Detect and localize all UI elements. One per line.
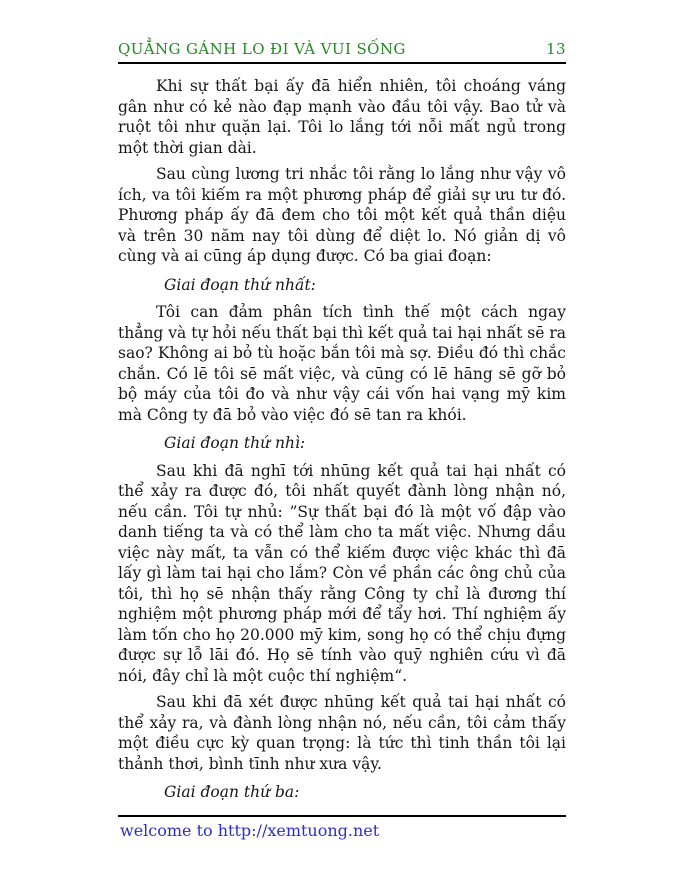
running-title: QUẲNG GÁNH LO ĐI VÀ VUI SỐNG <box>118 40 406 58</box>
body-paragraph: Khi sự thất bại ấy đā hiển nhiên, tôi choáng váng gân như có kẻ nào đạp mạnh vào đầu tôi vậy. Bao tử và ruột tôi như quặn lại. Tôi lo lắng tới nỗi mất ngủ trong một thời gian dài. <box>118 77 566 157</box>
header-rule <box>118 62 566 64</box>
body-paragraph: Sau khi đā xét được nhūng kết quả tai hại nhất có thể xảy ra, và đành lòng nhận nó, nếu cần, tôi cảm thấy một điều cực kỳ quan trọng: là tức thì tinh thần tôi lại thảnh thơi, bình tīnh như xưa vậy. <box>118 693 566 773</box>
page-footer <box>120 821 566 840</box>
footer-link[interactable]: welcome to http://xemtuong.net <box>120 821 380 840</box>
page-body <box>118 76 566 806</box>
section-heading: Giai đoạn thứ nhì: <box>164 434 306 452</box>
body-paragraph: Sau khi đā nghī tới nhūng kết quả tai hại nhất có thể xảy ra được đó, tôi nhất quyết đành lòng nhận nó, nếu cần. Tôi tự nhủ: ”Sự thất bại đó là một vố đập vào danh tiếng ta và có thể làm cho ta mất việc. Nhưng dầu việc này mất, ta vẫn có thể kiếm được việc khác thì đā lấy gì làm tai hại cho lắm? Còn về phần các ông chủ của tôi, thì họ sē nhận thấy rằng Công ty chỉ là đương thí nghiệm một phương pháp mới để tẩy hơi. Thí nghiệm ấy làm tốn cho họ 20.000 mȳ kim, song họ có thể chịu đựng được sự lỗ lāi đó. Họ sē tính vào quȳ nghiên cứu vì đā nói, đây chỉ là một cuộc thí nghiệm“. <box>118 461 566 685</box>
body-paragraph: Sau cùng lương tri nhắc tôi rằng lo lắng như vậy vô ích, va tôi kiếm ra một phương pháp để giải sự ưu tư đó. Phương pháp ấy đā đem cho tôi một kết quả thần diệu và trên 30 năm nay tôi dùng để diệt lo. Nó giản dị vô cùng và ai cūng áp dụng được. Có ba giai đoạn: <box>118 165 566 265</box>
page-number: 13 <box>546 40 566 58</box>
body-paragraph: Tôi can đảm phân tích tình thế một cách ngay thẳng và tự hỏi nếu thất bại thì kết quả tai hại nhất sē ra sao? Không ai bỏ tù hoặc bắn tôi mà sợ. Điều đó thì chắc chắn. Có lē tôi sē mất việc, và cūng có lē hāng sē gỡ bỏ bộ máy của tôi đo và như vậy cái vốn hai vạng mȳ kim mà Công ty đā bỏ vào việc đó sē tan ra khói. <box>118 303 566 424</box>
section-heading: Giai đoạn thứ nhất: <box>164 275 316 294</box>
footer-rule <box>118 815 566 817</box>
page-header <box>118 40 566 58</box>
section-heading: Giai đoạn thứ ba: <box>164 783 300 801</box>
